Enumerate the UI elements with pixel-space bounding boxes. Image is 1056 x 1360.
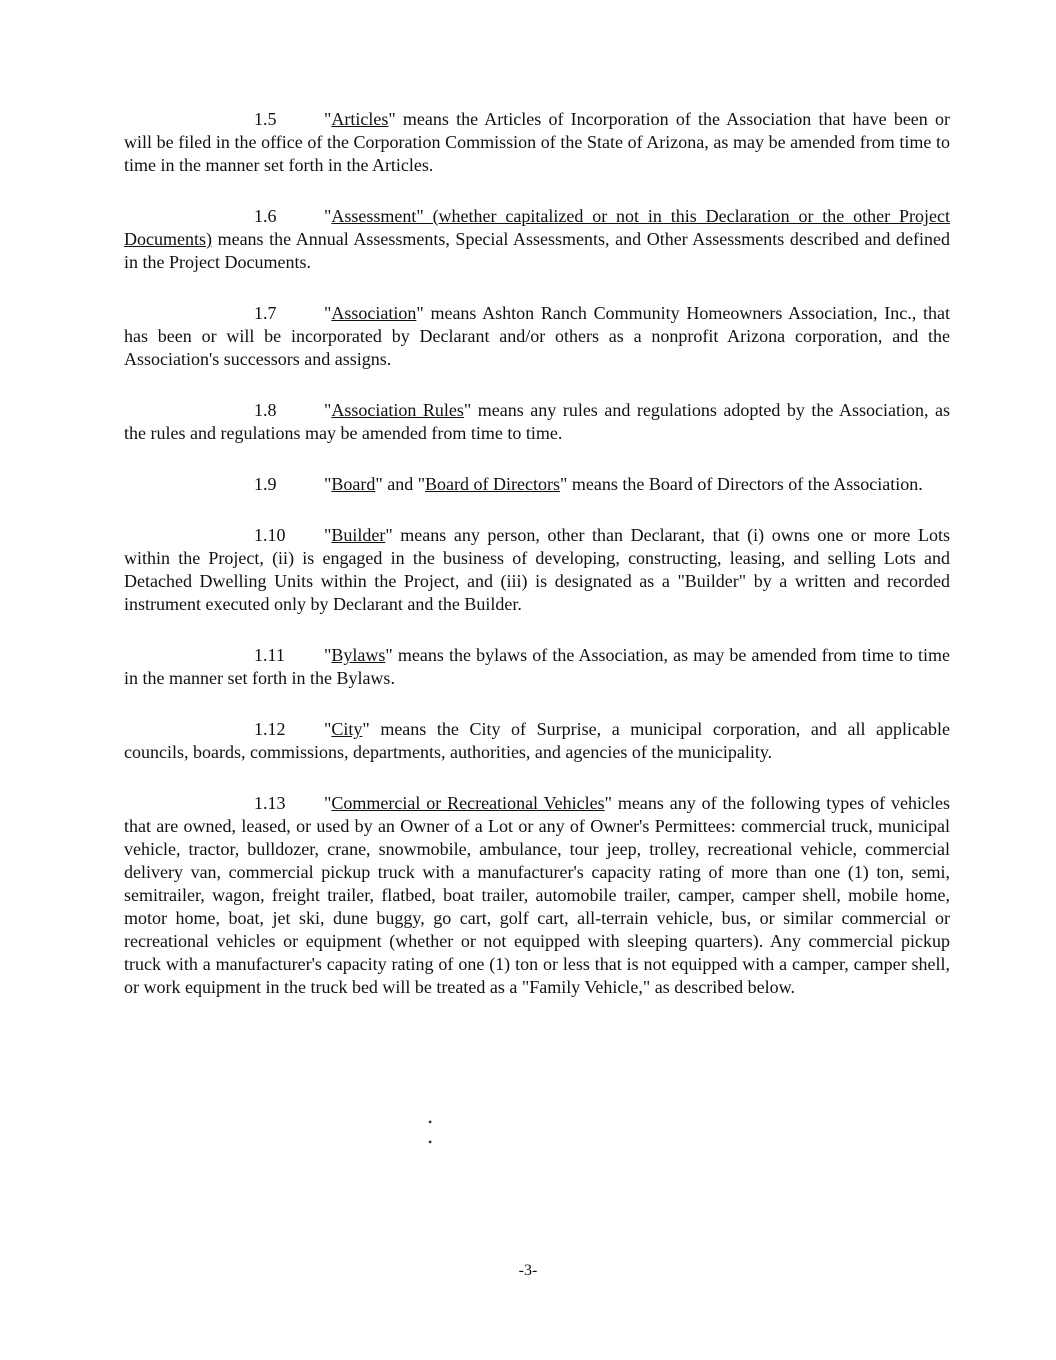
defined-term: Bylaws [331,645,386,665]
definition-1-8: 1.8 "Association Rules" means any rules and regulations adopted by the Association, as the rules and regulations may be amended from time to time. [124,400,950,443]
defined-term: Articles [331,109,389,129]
definition-text: means any of the following types of vehicles that are owned, leased, or used by an Owner of a Lot or any of Owner's Permittees: commercial truck, municipal vehicle, tractor, bulldozer, crane, snowmobile, ambulance, tour jeep, trolley, recreational vehicle, commercial delivery van, commercial pickup truck with a manufacturer's capacity rating of more than one (1) ton, semi, semitrailer, wagon, freight trailer, flatbed, boat trailer, automobile trailer, camper, camper shell, mobile home, motor home, boat, jet ski, dune buggy, go cart, golf cart, all-terrain vehicle, bus, or similar commercial or recreational vehicles or equipment (whether or not equipped with sleeping quarters). Any commercial pickup truck with a manufacturer's capacity rating of one (1) ton or less that is not equipped with a camper, camper shell, or work equipment in the truck bed will be treated as a "Family Vehicle," as described below. [124,793,951,997]
defined-term: Assessment" (whether capitalized or not in this Declaration or the other Project Documents) [124,206,950,249]
defined-term: Commercial or Recreational Vehicles [331,793,605,813]
definition-text: means the City of Surprise, a municipal corporation, and all applicable councils, boards, commissions, departments, authorities, and agencies of the municipality. [124,719,950,762]
definition-text: means the Annual Assessments, Special Assessments, and Other Assessments described and defined in the Project Documents. [124,229,950,272]
definition-1-6: 1.6 "Assessment" (whether capitalized or not in this Declaration or the other Project Documents) means the Annual Assessments, Special Assessments, and Other Assessments described and defined in the Project Documents. [124,206,950,272]
definition-text: means any person, other than Declarant, that (i) owns one or more Lots within the Project, (ii) is engaged in the business of developing, constructing, leasing, and selling Lots and Detached Dwelling Units within the Project, and (iii) is designated as a "Builder" by a written and recorded instrument executed only by Declarant and the Builder. [124,525,950,614]
section-number: 1.9 [254,474,277,494]
defined-term: Builder [331,525,386,545]
page-number: -3- [518,1262,538,1279]
section-number: 1.10 [254,525,286,545]
definition-1-5: 1.5 "Articles" means the Articles of Incorporation of the Association that have been or will be filed in the office of the Corporation Commission of the State of Arizona, as may be amended from time to time in the manner set forth in the Articles. [124,109,950,175]
definition-text: means the Articles of Incorporation of the Association that have been or will be filed in the office of the Corporation Commission of the State of Arizona, as may be amended from time to time in the manner set forth in the Articles. [124,109,950,175]
definition-text: means Ashton Ranch Community Homeowners Association, Inc., that has been or will be incorporated by Declarant and/or others as a nonprofit Arizona corporation, and the Association's successors and assigns. [124,303,950,369]
definition-text: means the Board of Directors of the Association. [567,474,923,494]
section-number: 1.7 [254,303,277,323]
definition-1-9: 1.9 "Board" and "Board of Directors" means the Board of Directors of the Association. [254,474,923,494]
definition-text: means the bylaws of the Association, as may be amended from time to time in the manner set forth in the Bylaws. [124,645,950,688]
section-number: 1.13 [254,793,286,813]
definition-1-13: 1.13 "Commercial or Recreational Vehicles" means any of the following types of vehicles that are owned, leased, or used by an Owner of a Lot or any of Owner's Permittees: commercial truck, municipal vehicle, tractor, bulldozer, crane, snowmobile, ambulance, tour jeep, trolley, recreational vehicle, commercial delivery van, commercial pickup truck with a manufacturer's capacity rating of more than one (1) ton, semi, semitrailer, wagon, freight trailer, flatbed, boat trailer, automobile trailer, camper, camper shell, mobile home, motor home, boat, jet ski, dune buggy, go cart, golf cart, all-terrain vehicle, bus, or similar commercial or recreational vehicles or equipment (whether or not equipped with sleeping quarters). Any commercial pickup truck with a manufacturer's capacity rating of one (1) ton or less that is not equipped with a camper, camper shell, or work equipment in the truck bed will be treated as a "Family Vehicle," as described below. [124,793,951,997]
document-page [124,108,950,1027]
definition-1-7: 1.7 "Association" means Ashton Ranch Community Homeowners Association, Inc., that has been or will be incorporated by Declarant and/or others as a nonprofit Arizona corporation, and the Association's successors and assigns. [124,303,950,369]
section-number: 1.12 [254,719,286,739]
section-number: 1.5 [254,109,277,129]
definition-text: means any rules and regulations adopted by the Association, as the rules and regulations may be amended from time to time. [124,400,950,443]
definition-1-10: 1.10 "Builder" means any person, other than Declarant, that (i) owns one or more Lots within the Project, (ii) is engaged in the business of developing, constructing, leasing, and selling Lots and Detached Dwelling Units within the Project, and (iii) is designated as a "Builder" by a written and recorded instrument executed only by Declarant and the Builder. [124,525,950,614]
defined-term: City [331,719,363,739]
defined-term: Association [331,303,417,323]
section-number: 1.11 [254,645,285,665]
definition-1-12: 1.12 "City" means the City of Surprise, a municipal corporation, and all applicable councils, boards, commissions, departments, authorities, and agencies of the municipality. [124,719,950,762]
definition-1-11: 1.11 "Bylaws" means the bylaws of the Association, as may be amended from time to time in the manner set forth in the Bylaws. [124,645,950,688]
defined-term: Association Rules [331,400,464,420]
term-connector: " and " [375,474,426,494]
section-number: 1.8 [254,400,277,420]
section-number: 1.6 [254,206,277,226]
defined-term-2: Board of Directors [425,474,561,494]
stray-marks: • • [428,1115,433,1149]
defined-term: Board [331,474,376,494]
